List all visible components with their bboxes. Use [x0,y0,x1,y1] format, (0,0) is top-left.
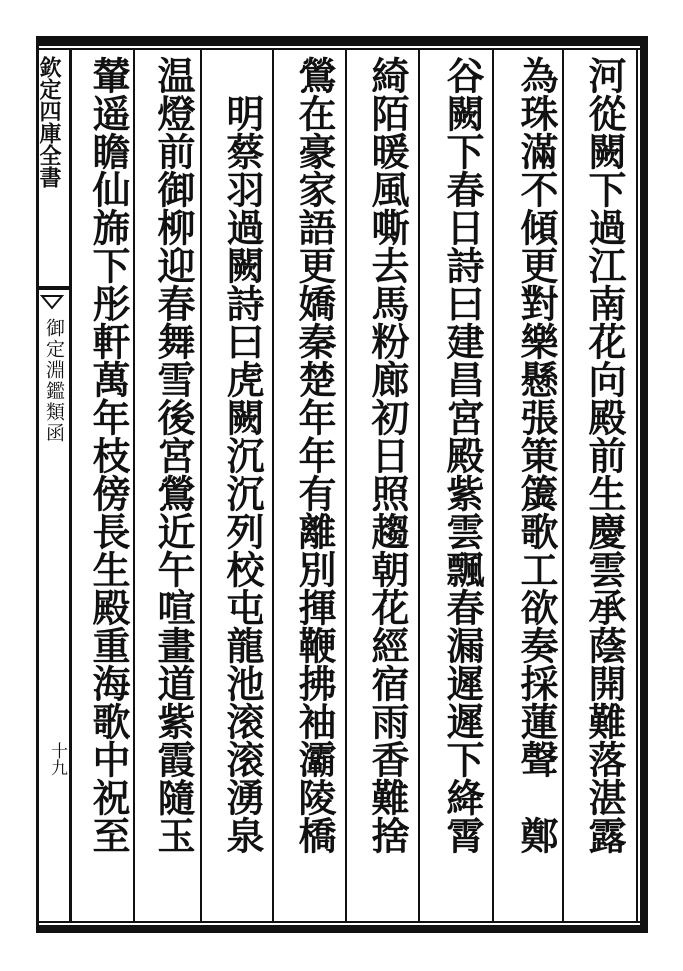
fold-divider [69,50,72,921]
column-rule [200,50,202,921]
frame-right-inner-border [636,48,638,923]
text-column-4: 綺陌暖風嘶去馬粉廊初日照趨朝花經宿雨香難捨 [365,56,410,854]
fold-work-title: 御定淵鑑類函 [43,318,65,444]
frame-top-border [36,36,648,46]
text-column-1: 河從闕下過江南花向殿前生慶雲承蔭開難落湛露 [582,56,627,854]
column-rule [345,50,347,921]
text-column-3: 谷闕下春日詩曰建昌宮殿紫雲飄春漏遲遲下絳霄 [440,56,485,854]
column-rule [492,50,494,921]
fold-book-title: 欽定四庫全書 [36,56,62,188]
text-column-7: 温燈前御柳迎春舞雪後宮鶯近午喧畫道紫霞隨玉 [151,56,196,854]
frame-bottom-inner-border [36,921,648,923]
frame-top-inner-border [36,48,648,50]
text-column-8: 輦遥瞻仙旆下彤軒萬年枝傍長生殿重海歌中祝至 [86,56,131,854]
column-rule [562,50,564,921]
frame-right-border [640,36,648,933]
column-rule [133,50,135,921]
fold-page-number: 十九 [47,742,67,776]
fold-fishtail-icon [40,294,64,314]
column-rule [418,50,420,921]
column-rule [272,50,274,921]
frame-bottom-border [36,925,648,933]
text-column-5: 鶯在豪家語更嬌秦楚年年有離別揮鞭拂袖灞陵橋 [292,56,337,854]
text-column-6: 明蔡羽過闕詩曰虎闕沉沉列校屯龍池滚滚湧泉 [220,56,265,854]
fold-band [36,286,70,290]
text-column-2: 為珠滿不傾更對樂懸張䇿簴歌工欲奏採蓮聲 鄭 [514,56,559,854]
